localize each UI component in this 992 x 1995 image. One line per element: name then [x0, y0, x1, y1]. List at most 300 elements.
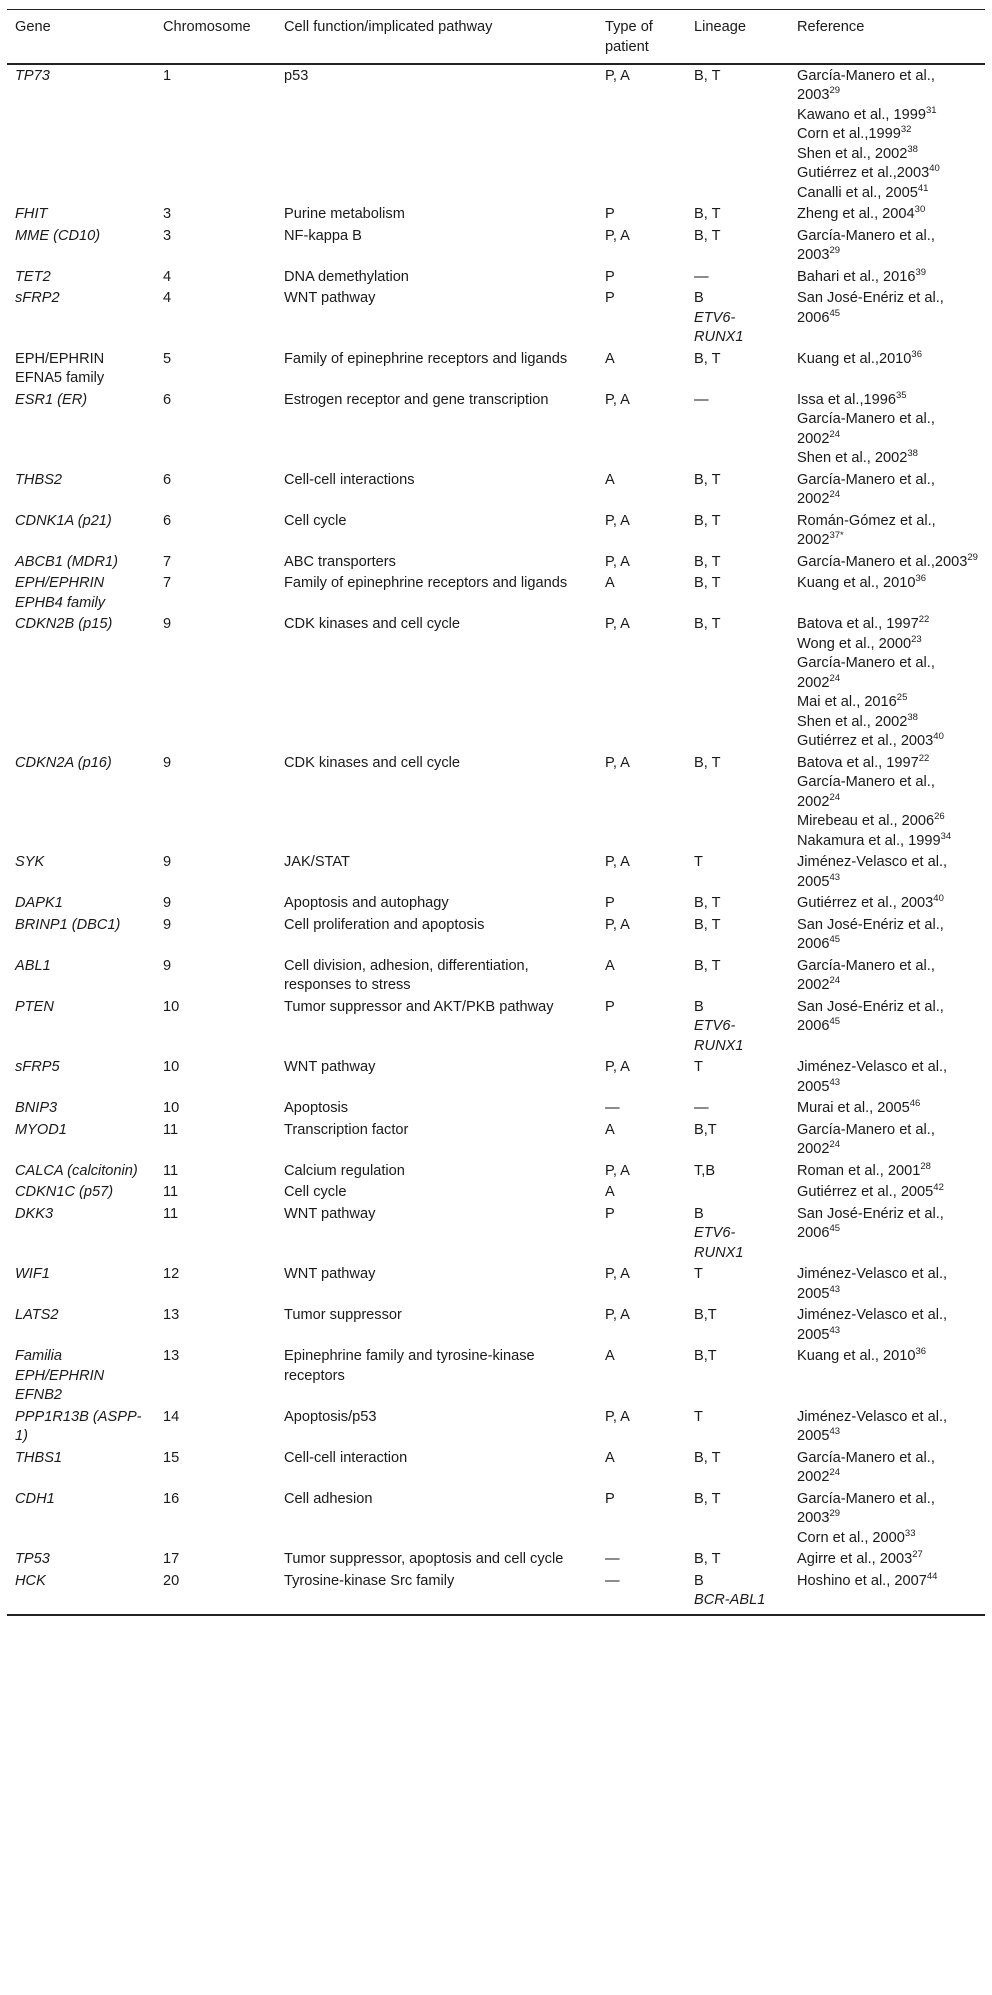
reference-number: 34: [940, 830, 952, 842]
patient-type-cell: P: [605, 895, 615, 911]
gene-cell: WIF1: [15, 1266, 50, 1282]
patient-type-cell: A: [605, 1184, 615, 1200]
reference-text: García-Manero et al., 2002: [797, 1449, 935, 1485]
reference-text: Jiménez-Velasco et al., 2005: [797, 1408, 948, 1444]
reference-entry: [797, 957, 979, 996]
function-cell: Cell adhesion: [284, 1490, 373, 1507]
lineage-cell: [686, 389, 789, 469]
header-function: Cell function/implicated pathway: [276, 10, 597, 64]
lineage-value: ETV6-RUNX1: [694, 1225, 744, 1261]
gene-cell: BRINP1 (DBC1): [15, 916, 121, 933]
reference-entry: [797, 350, 979, 370]
reference-cell: [789, 1488, 985, 1549]
reference-entry: [797, 449, 979, 469]
chromosome-cell: 5: [163, 350, 172, 367]
reference-entry: [797, 106, 979, 126]
reference-cell: [789, 1263, 985, 1304]
gene-cell: SYK: [15, 854, 45, 870]
table-row: [7, 225, 985, 266]
lineage-cell: [686, 955, 789, 996]
reference-entry: [797, 574, 979, 594]
gene-cell: CDNK1A (p21): [15, 512, 112, 529]
reference-number: 45: [829, 1223, 841, 1235]
reference-text: García-Manero et al., 2002: [797, 471, 935, 507]
table-row: [7, 851, 985, 892]
reference-cell: [789, 389, 985, 469]
patient-type-cell: P, A: [605, 1162, 630, 1179]
reference-cell: [789, 287, 985, 348]
gene-cell: Familia EPH/EPHRIN EFNB2: [15, 1348, 105, 1403]
function-cell: WNT pathway: [284, 1059, 376, 1075]
reference-number: 32: [900, 124, 912, 136]
patient-type-cell: P: [605, 206, 615, 222]
reference-number: 29: [967, 551, 978, 563]
reference-number: 29: [829, 245, 841, 257]
reference-entry: [797, 1162, 979, 1182]
table-row: [7, 914, 985, 955]
reference-number: 40: [933, 731, 944, 743]
reference-entry: [797, 732, 979, 752]
reference-text: Gutiérrez et al.,2003: [797, 165, 930, 181]
reference-cell: [789, 1447, 985, 1488]
reference-entry: [797, 1183, 979, 1203]
reference-number: 43: [829, 871, 841, 883]
lineage-value: B, T: [694, 553, 721, 570]
lineage-cell: [686, 551, 789, 573]
chromosome-cell: 9: [163, 895, 172, 911]
chromosome-cell: 9: [163, 754, 172, 771]
reference-text: Bahari et al., 2016: [797, 268, 916, 285]
reference-text: García-Manero et al., 2002: [797, 774, 935, 810]
reference-entry: [797, 654, 979, 693]
header-patient-type: Type of patient: [597, 10, 686, 64]
reference-entry: [797, 125, 979, 145]
lineage-value: B: [694, 290, 704, 306]
header-reference: Reference: [789, 10, 985, 64]
reference-number: 45: [829, 934, 841, 946]
patient-type-cell: P: [605, 290, 615, 306]
reference-cell: [789, 225, 985, 266]
gene-cell: DKK3: [15, 1205, 54, 1222]
lineage-cell: [686, 225, 789, 266]
reference-text: Jiménez-Velasco et al., 2005: [797, 1307, 948, 1343]
reference-text: Hoshino et al., 2007: [797, 1572, 927, 1589]
lineage-cell: [686, 1570, 789, 1615]
function-cell: Apoptosis and autophagy: [284, 895, 449, 911]
chromosome-cell: 7: [163, 553, 172, 570]
reference-cell: [789, 1203, 985, 1264]
chromosome-cell: 6: [163, 391, 172, 408]
reference-cell: [789, 1097, 985, 1119]
chromosome-cell: 16: [163, 1490, 180, 1507]
patient-type-cell: —: [597, 1570, 686, 1615]
lineage-value: T: [694, 1059, 703, 1075]
reference-text: García-Manero et al., 2002: [797, 411, 935, 447]
reference-cell: [789, 551, 985, 573]
chromosome-cell: 4: [163, 268, 172, 285]
table-row: [7, 955, 985, 996]
patient-type-cell: P, A: [605, 391, 630, 408]
function-cell: Family of epinephrine receptors and ligands: [284, 575, 568, 591]
reference-number: 43: [829, 1324, 841, 1336]
patient-type-cell: P, A: [605, 1266, 630, 1282]
gene-cell: FHIT: [15, 206, 48, 222]
reference-text: García-Manero et al.,2003: [797, 553, 968, 570]
reference-entry: [797, 1205, 979, 1244]
chromosome-cell: 13: [163, 1348, 180, 1364]
lineage-cell: [686, 1263, 789, 1304]
patient-type-cell: P, A: [605, 227, 630, 244]
lineage-value: B,T: [694, 1348, 717, 1364]
table-row: [7, 389, 985, 469]
header-row: [7, 10, 985, 64]
gene-cell: ABL1: [15, 957, 51, 974]
patient-type-cell: P, A: [605, 916, 630, 933]
gene-cell: PPP1R13B (ASPP-1): [15, 1408, 142, 1444]
reference-entry: [797, 205, 979, 225]
reference-number: 30: [914, 204, 926, 216]
lineage-value: —: [694, 1100, 709, 1116]
table-row: [7, 1181, 985, 1203]
reference-entry: [797, 853, 979, 892]
lineage-cell: [686, 572, 789, 613]
reference-entry: [797, 553, 979, 573]
reference-text: García-Manero et al., 2003: [797, 67, 935, 103]
chromosome-cell: 4: [163, 290, 172, 306]
lineage-value: B, T: [694, 350, 721, 367]
reference-cell: [789, 64, 985, 204]
reference-number: 36: [915, 573, 927, 585]
gene-cell: MYOD1: [15, 1121, 67, 1138]
lineage-value: B, T: [694, 227, 721, 244]
reference-cell: [789, 752, 985, 852]
lineage-value: B, T: [694, 575, 721, 591]
reference-cell: [789, 510, 985, 551]
table-row: [7, 348, 985, 389]
table-row: [7, 551, 985, 573]
reference-text: Batova et al., 1997: [797, 754, 919, 771]
table-row: [7, 613, 985, 752]
reference-text: García-Manero et al., 2003: [797, 1490, 935, 1526]
lineage-value: B, T: [694, 512, 721, 529]
chromosome-cell: 11: [163, 1205, 179, 1222]
reference-cell: [789, 1181, 985, 1203]
reference-entry: [797, 1121, 979, 1160]
gene-methylation-table: [7, 9, 985, 1616]
lineage-cell: [686, 469, 789, 510]
table-row: [7, 1203, 985, 1264]
patient-type-cell: P: [605, 1205, 615, 1222]
reference-number: 24: [829, 428, 841, 440]
reference-text: Roman et al., 2001: [797, 1162, 921, 1179]
chromosome-cell: 6: [163, 471, 172, 488]
chromosome-cell: 10: [163, 998, 180, 1015]
lineage-cell: [686, 1548, 789, 1570]
lineage-value: B, T: [694, 957, 721, 974]
reference-cell: [789, 851, 985, 892]
reference-number: 40: [933, 893, 944, 905]
gene-cell: THBS1: [15, 1449, 63, 1466]
reference-entry: [797, 512, 979, 551]
reference-text: Kuang et al.,2010: [797, 350, 912, 367]
chromosome-cell: 7: [163, 575, 172, 591]
gene-cell: EPH/EPHRIN EPHB4 family: [15, 575, 106, 611]
reference-number: 45: [829, 307, 841, 319]
table-row: [7, 752, 985, 852]
reference-text: Corn et al.,1999: [797, 126, 901, 142]
reference-text: Mai et al., 2016: [797, 694, 897, 710]
gene-cell: CDKN1C (p57): [15, 1184, 114, 1200]
function-cell: Estrogen receptor and gene transcription: [284, 391, 549, 408]
table-row: [7, 1263, 985, 1304]
header-chromosome: Chromosome: [155, 10, 276, 64]
reference-number: 38: [907, 143, 918, 155]
reference-number: 43: [829, 1283, 841, 1295]
gene-cell: TP53: [15, 1551, 50, 1567]
gene-cell: TP73: [15, 67, 50, 84]
reference-text: Mirebeau et al., 2006: [797, 813, 935, 829]
reference-cell: [789, 914, 985, 955]
chromosome-cell: 13: [163, 1307, 180, 1323]
patient-type-cell: —: [605, 1100, 620, 1116]
lineage-cell: [686, 203, 789, 225]
reference-entry: [797, 145, 979, 165]
lineage-cell: [686, 1160, 789, 1182]
reference-entry: [797, 67, 979, 106]
lineage-cell: [686, 1488, 789, 1549]
lineage-cell: [686, 1345, 789, 1406]
reference-cell: [789, 1160, 985, 1182]
gene-cell: DAPK1: [15, 895, 63, 911]
chromosome-cell: 17: [163, 1551, 180, 1567]
reference-number: 24: [829, 1467, 841, 1479]
reference-number: 42: [933, 1182, 944, 1194]
gene-cell: PTEN: [15, 998, 54, 1015]
function-cell: Apoptosis/p53: [284, 1408, 377, 1425]
reference-entry: [797, 268, 979, 288]
lineage-cell: [686, 914, 789, 955]
reference-text: García-Manero et al., 2002: [797, 1121, 935, 1157]
table-row: [7, 1406, 985, 1447]
patient-type-cell: P: [605, 268, 615, 285]
reference-text: Corn et al., 2000: [797, 1529, 905, 1546]
reference-cell: [789, 1548, 985, 1570]
function-cell: CDK kinases and cell cycle: [284, 616, 461, 632]
reference-text: Kuang et al., 2010: [797, 575, 916, 591]
patient-type-cell: A: [605, 1449, 615, 1466]
reference-cell: [789, 1119, 985, 1160]
reference-number: 24: [829, 1139, 841, 1151]
reference-cell: [789, 892, 985, 914]
table-row: [7, 287, 985, 348]
header-lineage: Lineage: [686, 10, 789, 64]
chromosome-cell: 12: [163, 1266, 180, 1282]
reference-entry: [797, 812, 979, 832]
table-row: [7, 510, 985, 551]
patient-type-cell: A: [605, 957, 615, 974]
lineage-cell: [686, 1406, 789, 1447]
reference-entry: [797, 1572, 979, 1592]
reference-number: 36: [915, 1346, 927, 1358]
reference-number: 38: [907, 711, 918, 723]
reference-text: San José-Enériz et al., 2006: [797, 290, 944, 326]
function-cell: Tumor suppressor, apoptosis and cell cycle: [284, 1551, 564, 1567]
reference-number: 44: [926, 1570, 938, 1582]
reference-entry: [797, 754, 979, 774]
reference-text: Kawano et al., 1999: [797, 106, 927, 123]
chromosome-cell: 10: [163, 1059, 180, 1075]
patient-type-cell: A: [605, 575, 615, 591]
lineage-value: B, T: [694, 895, 721, 911]
reference-text: Jiménez-Velasco et al., 2005: [797, 1266, 948, 1302]
reference-text: Gutiérrez et al., 2003: [797, 895, 934, 911]
function-cell: JAK/STAT: [284, 854, 350, 870]
table-row: [7, 1056, 985, 1097]
lineage-cell: [686, 348, 789, 389]
reference-number: 24: [829, 975, 841, 987]
reference-cell: [789, 1406, 985, 1447]
function-cell: Calcium regulation: [284, 1162, 405, 1179]
reference-number: 45: [829, 1016, 841, 1028]
function-cell: Cell-cell interaction: [284, 1449, 408, 1466]
reference-text: Wong et al., 2000: [797, 635, 912, 652]
lineage-value: ETV6-RUNX1: [694, 309, 744, 345]
gene-cell: sFRP5: [15, 1059, 60, 1075]
function-cell: Family of epinephrine receptors and ligands: [284, 350, 568, 367]
reference-text: Román-Gómez et al., 2002: [797, 512, 936, 548]
table-row: [7, 266, 985, 288]
function-cell: Tyrosine-kinase Src family: [276, 1570, 597, 1615]
chromosome-cell: 11: [163, 1184, 179, 1200]
lineage-value: B: [694, 1572, 704, 1589]
patient-type-cell: A: [605, 350, 615, 367]
patient-type-cell: P, A: [605, 67, 630, 84]
reference-text: Jiménez-Velasco et al., 2005: [797, 854, 948, 890]
function-cell: Purine metabolism: [284, 206, 405, 222]
reference-entry: [797, 1408, 979, 1447]
function-cell: Cell proliferation and apoptosis: [284, 916, 485, 933]
lineage-cell: [686, 1304, 789, 1345]
gene-cell: CDKN2B (p15): [15, 616, 113, 632]
reference-number: 22: [918, 752, 930, 764]
reference-cell: [789, 266, 985, 288]
patient-type-cell: —: [605, 1551, 620, 1567]
chromosome-cell: 9: [163, 916, 172, 933]
function-cell: WNT pathway: [284, 290, 376, 306]
reference-cell: [789, 348, 985, 389]
table-header: [7, 10, 985, 64]
function-cell: NF-kappa B: [284, 227, 362, 244]
gene-cell: CDH1: [15, 1490, 55, 1507]
chromosome-cell: 3: [163, 206, 172, 222]
reference-entry: [797, 693, 979, 713]
function-cell: Cell cycle: [284, 1184, 347, 1200]
reference-text: Gutiérrez et al., 2003: [797, 733, 934, 749]
header-gene: Gene: [7, 10, 155, 64]
patient-type-cell: P, A: [605, 553, 630, 570]
lineage-cell: [686, 1097, 789, 1119]
gene-cell: CDKN2A (p16): [15, 754, 112, 771]
reference-text: García-Manero et al., 2003: [797, 227, 935, 263]
reference-text: San José-Enériz et al., 2006: [797, 998, 944, 1034]
reference-text: Canalli et al., 2005: [797, 184, 918, 201]
function-cell: Cell cycle: [284, 512, 347, 529]
reference-number: 35: [895, 389, 907, 401]
lineage-cell: [686, 752, 789, 852]
reference-text: Murai et al., 2005: [797, 1100, 910, 1116]
table-row: [7, 892, 985, 914]
table-row: [7, 1447, 985, 1488]
lineage-value: B, T: [694, 67, 721, 84]
reference-cell: [789, 203, 985, 225]
lineage-cell: [686, 1203, 789, 1264]
patient-type-cell: A: [605, 471, 615, 488]
lineage-cell: [686, 1447, 789, 1488]
patient-type-cell: P, A: [605, 1307, 630, 1323]
lineage-value: B, T: [694, 916, 721, 933]
lineage-cell: [686, 996, 789, 1057]
lineage-value: T: [694, 1408, 703, 1425]
reference-entry: [797, 615, 979, 635]
lineage-value: B, T: [694, 754, 721, 771]
patient-type-cell: P, A: [605, 1059, 630, 1075]
table-row: [7, 1160, 985, 1182]
patient-type-cell: P, A: [605, 1408, 630, 1425]
reference-entry: [797, 227, 979, 266]
table-row: [7, 1488, 985, 1549]
lineage-cell: [686, 1181, 789, 1203]
reference-number: 41: [917, 182, 929, 194]
reference-number: 22: [918, 614, 930, 626]
patient-type-cell: P, A: [605, 512, 630, 529]
lineage-value: B, T: [694, 1551, 721, 1567]
reference-cell: [789, 572, 985, 613]
reference-text: Kuang et al., 2010: [797, 1348, 916, 1364]
reference-text: San José-Enériz et al., 2006: [797, 916, 944, 952]
chromosome-cell: 1: [163, 67, 172, 84]
reference-entry: [797, 471, 979, 510]
reference-entry: [797, 1529, 979, 1549]
reference-entry: [797, 1550, 979, 1570]
function-cell: DNA demethylation: [284, 268, 409, 285]
patient-type-cell: P, A: [605, 616, 630, 632]
table-body: [7, 64, 985, 1615]
table-row: [7, 1097, 985, 1119]
reference-entry: [797, 713, 979, 733]
lineage-cell: [686, 287, 789, 348]
reference-number: 25: [896, 692, 908, 704]
lineage-value: BCR-ABL1: [694, 1592, 766, 1608]
lineage-cell: [686, 64, 789, 204]
chromosome-cell: 11: [163, 1121, 179, 1138]
reference-entry: [797, 1347, 979, 1367]
lineage-cell: [686, 1056, 789, 1097]
lineage-value: —: [694, 268, 709, 285]
table-row: [7, 572, 985, 613]
patient-type-cell: P, A: [605, 854, 630, 870]
gene-cell: CALCA (calcitonin): [15, 1162, 138, 1179]
reference-text: Zheng et al., 2004: [797, 206, 915, 222]
reference-number: 24: [829, 791, 841, 803]
reference-entry: [797, 635, 979, 655]
lineage-value: ETV6-RUNX1: [694, 1018, 744, 1054]
lineage-cell: [686, 510, 789, 551]
lineage-value: B: [694, 1205, 704, 1222]
reference-text: Gutiérrez et al., 2005: [797, 1184, 934, 1200]
function-cell: Apoptosis: [284, 1100, 349, 1116]
reference-text: Jiménez-Velasco et al., 2005: [797, 1059, 948, 1095]
gene-cell: ESR1 (ER): [15, 391, 88, 408]
